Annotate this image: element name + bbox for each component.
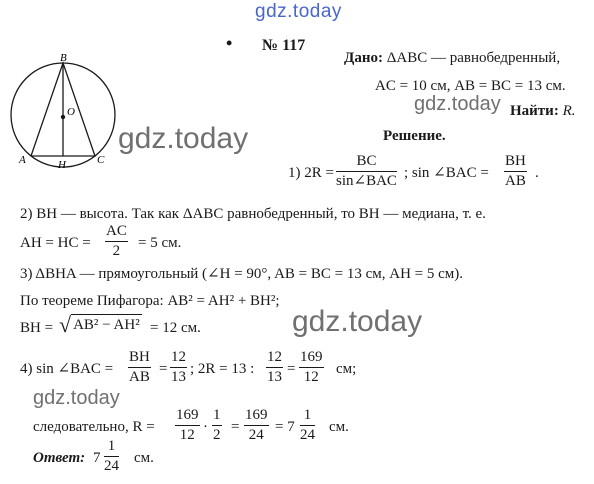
fraction-numerator: 12 (170, 350, 187, 368)
label-b: B (60, 53, 67, 64)
watermark-small: gdz.today (33, 387, 120, 409)
step2-text: 2) BH — высота. Так как ΔABC равнобедренный, то BH — медиана, т. е. (20, 206, 486, 222)
step1-prefix: 1) 2R = (288, 165, 334, 181)
answer-unit: см. (134, 450, 154, 466)
equals: = (159, 361, 168, 377)
bh-prefix: BH = (20, 320, 54, 336)
fraction-denominator: 24 (104, 458, 119, 474)
conclusion-unit: см. (329, 419, 349, 435)
fraction-bc-over-sin (336, 154, 397, 189)
fraction-numerator: 1 (212, 408, 222, 426)
answer-label: Ответ: (33, 450, 86, 466)
fraction-numerator: 169 (299, 350, 324, 368)
fraction-denominator: 24 (300, 427, 315, 443)
answer-whole: 7 (93, 450, 101, 466)
fraction-169-over-24 (244, 408, 269, 443)
fraction-denominator: AB (505, 173, 526, 189)
fraction-12-over-13 (266, 350, 283, 385)
fraction-1-over-24 (104, 439, 119, 474)
pythagoras-line: По теореме Пифагора: AB² = AH² + BH²; (20, 293, 280, 309)
step1-middle: ; sin ∠BAC = (404, 165, 489, 181)
bh-suffix: = 12 см. (150, 320, 201, 336)
fraction-denominator: 13 (267, 369, 282, 385)
fraction-numerator: 169 (244, 408, 269, 426)
fraction-169-over-12 (299, 350, 324, 385)
fraction-numerator: BH (504, 154, 527, 172)
watermark-big: gdz.today (118, 122, 249, 155)
step3-text: 3) ΔBHA — прямоугольный (∠H = 90°, AB = BC = 13 см, AH = 5 см). (20, 266, 464, 282)
fraction-denominator: 13 (171, 369, 186, 385)
fraction-numerator: AC (105, 224, 128, 242)
label-a: A (19, 154, 26, 166)
fraction-1-over-2 (212, 408, 222, 443)
conclusion-prefix: следовательно, R = (33, 419, 155, 435)
given-triangle: ΔABC — равнобедренный, (386, 50, 561, 66)
fraction-denominator: 12 (179, 427, 195, 443)
solution-heading: Решение. (383, 128, 446, 144)
radicand: AB² − AH² (71, 314, 142, 333)
fraction-denominator: 2 (112, 243, 121, 259)
fraction-numerator: 1 (104, 439, 119, 457)
watermark-top: gdz.today (255, 1, 342, 22)
equals: = (287, 361, 296, 377)
equals-seven: = 7 (275, 419, 295, 435)
square-root (59, 314, 142, 336)
fraction-denominator: 12 (303, 369, 319, 385)
watermark-right: gdz.today (414, 93, 501, 115)
label-h: H (58, 159, 66, 171)
label-o: O (67, 106, 75, 118)
given-line2: AC = 10 см, AB = BC = 13 см. (375, 78, 566, 94)
fraction-denominator: 24 (248, 427, 264, 443)
label-c: C (97, 154, 105, 166)
step2-eq-suffix: = 5 см. (138, 235, 182, 251)
fraction-12-over-13 (170, 350, 187, 385)
fraction-numerator: 169 (175, 408, 200, 426)
find-line (510, 104, 576, 119)
step2-eq-prefix: AH = HC = (20, 235, 91, 251)
fraction-numerator: 12 (266, 350, 283, 368)
geometry-figure (5, 53, 135, 178)
fraction-1-over-24 (300, 408, 315, 443)
fraction-169-over-12 (175, 408, 200, 443)
fraction-bh-over-ab (128, 350, 151, 385)
step1-suffix: . (535, 165, 539, 181)
multiply-dot: · (203, 419, 208, 435)
bullet: • (226, 33, 233, 53)
problem-number: № 117 (262, 37, 306, 54)
equals: = (231, 419, 240, 435)
given-label: Дано: (344, 50, 383, 66)
fraction-ac-over-2 (105, 224, 128, 259)
find-value: R. (562, 103, 576, 119)
step4-prefix: 4) sin ∠BAC = (20, 361, 114, 377)
find-label: Найти: (510, 103, 559, 119)
fraction-denominator: AB (129, 369, 150, 385)
watermark-big: gdz.today (292, 305, 423, 338)
given-line1 (344, 51, 560, 66)
step4-mid: ; 2R = 13 : (190, 361, 255, 377)
fraction-numerator: BC (336, 154, 397, 172)
fraction-denominator: 2 (213, 427, 221, 443)
center-point (61, 115, 65, 119)
fraction-denominator: sin∠BAC (336, 173, 397, 189)
radical-sign: √ (59, 312, 72, 337)
fraction-bh-over-ab (504, 154, 527, 189)
fraction-numerator: 1 (300, 408, 315, 426)
fraction-numerator: BH (128, 350, 151, 368)
step4-unit: см; (336, 361, 357, 377)
